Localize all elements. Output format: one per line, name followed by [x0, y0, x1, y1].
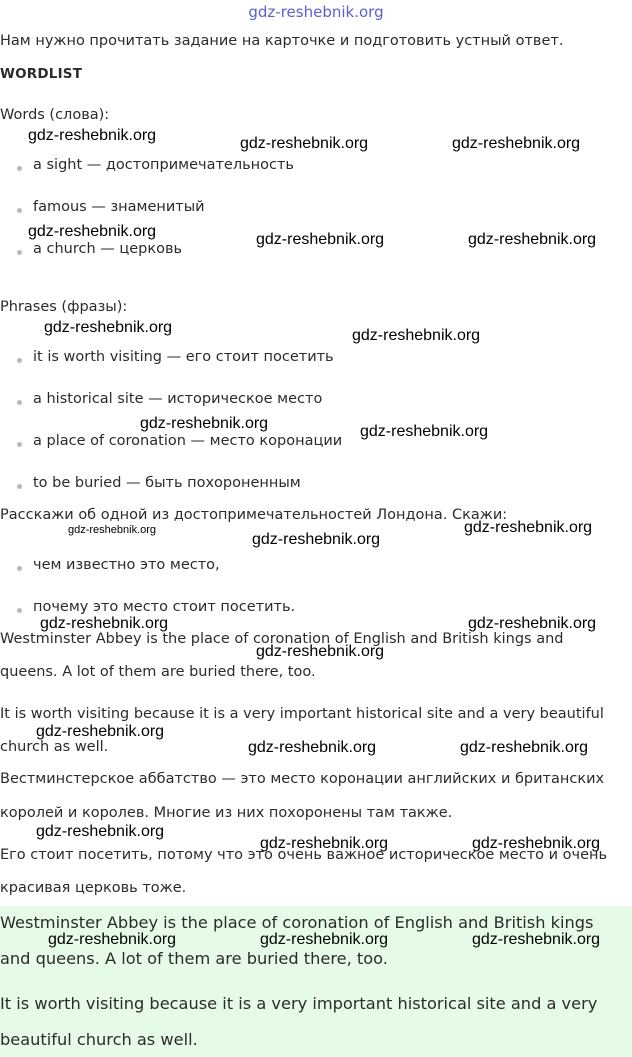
answer-en-line: church as well.	[0, 739, 109, 755]
phrase-item: a historical site — историческое место	[33, 391, 323, 407]
watermark: gdz-reshebnik.org	[468, 231, 597, 248]
watermark: gdz-reshebnik.org	[360, 423, 489, 440]
bullet-icon	[17, 166, 22, 171]
intro-text: Нам нужно прочитать задание на карточке и подготовить устный ответ.	[0, 33, 564, 49]
phrases-heading: Phrases (фразы):	[0, 299, 128, 315]
words-heading: Words (слова):	[0, 107, 110, 123]
watermark: gdz-reshebnik.org	[252, 531, 381, 548]
watermark: gdz-reshebnik.org	[248, 739, 377, 756]
watermark: gdz-reshebnik.org	[28, 223, 157, 240]
answer-box-line: Westminster Abbey is the place of coronation of English and British kings	[0, 913, 594, 932]
answer-ru-line: Вестминстерское аббатство — это место коронации английских и британских	[0, 771, 605, 787]
answer-ru-line: королей и королев. Многие из них похоронены там также.	[0, 805, 453, 821]
wordlist-title: WORDLIST	[0, 66, 83, 82]
answer-box-line: and queens. A lot of them are buried there, too.	[0, 949, 388, 968]
word-item: a church — церковь	[33, 241, 183, 257]
bullet-icon	[17, 566, 22, 571]
watermark: gdz-reshebnik.org	[240, 135, 369, 152]
phrase-item: to be buried — быть похороненным	[33, 475, 301, 491]
watermark: gdz-reshebnik.org	[260, 931, 389, 948]
watermark: gdz-reshebnik.org	[44, 319, 173, 336]
watermark: gdz-reshebnik.org	[68, 524, 157, 536]
watermark: gdz-reshebnik.org	[36, 823, 165, 840]
watermark: gdz-reshebnik.org	[468, 615, 597, 632]
bullet-icon	[17, 400, 22, 405]
answer-en-line: It is worth visiting because it is a very important historical site and a very beautiful	[0, 706, 604, 722]
watermark: gdz-reshebnik.org	[36, 723, 165, 740]
bullet-icon	[17, 608, 22, 613]
watermark: gdz-reshebnik.org	[256, 231, 385, 248]
answer-en-line: Westminster Abbey is the place of coronation of English and British kings and	[0, 631, 564, 647]
bullet-icon	[17, 442, 22, 447]
watermark: gdz-reshebnik.org	[460, 739, 589, 756]
watermark: gdz-reshebnik.org	[260, 835, 389, 852]
word-item: a sight — достопримечательность	[33, 157, 294, 173]
answer-box-line: beautiful church as well.	[0, 1030, 198, 1049]
answer-ru-line: красивая церковь тоже.	[0, 880, 187, 896]
bullet-icon	[17, 358, 22, 363]
bullet-icon	[17, 250, 22, 255]
phrase-item: a place of coronation — место коронации	[33, 433, 343, 449]
watermark: gdz-reshebnik.org	[352, 327, 481, 344]
watermark: gdz-reshebnik.org	[28, 127, 157, 144]
task-text: Расскажи об одной из достопримечательностей Лондона. Скажи:	[0, 507, 508, 523]
word-item: famous — знаменитый	[33, 199, 205, 215]
watermark: gdz-reshebnik.org	[452, 135, 581, 152]
answer-en-line: queens. A lot of them are buried there, too.	[0, 664, 316, 680]
watermark: gdz-reshebnik.org	[48, 931, 177, 948]
task-item: почему это место стоит посетить.	[33, 599, 296, 615]
watermark: gdz-reshebnik.org	[472, 835, 601, 852]
site-header-link[interactable]: gdz-reshebnik.org	[248, 3, 384, 21]
bullet-icon	[17, 208, 22, 213]
watermark: gdz-reshebnik.org	[140, 415, 269, 432]
watermark: gdz-reshebnik.org	[40, 615, 169, 632]
watermark: gdz-reshebnik.org	[464, 519, 593, 536]
watermark: gdz-reshebnik.org	[256, 643, 385, 660]
watermark: gdz-reshebnik.org	[472, 931, 601, 948]
task-item: чем известно это место,	[33, 557, 220, 573]
bullet-icon	[17, 484, 22, 489]
phrase-item: it is worth visiting — его стоит посетить	[33, 349, 334, 365]
answer-box-line: It is worth visiting because it is a very important historical site and a very	[0, 994, 598, 1013]
answer-ru-line: Его стоит посетить, потому что это очень важное историческое место и очень	[0, 847, 608, 863]
